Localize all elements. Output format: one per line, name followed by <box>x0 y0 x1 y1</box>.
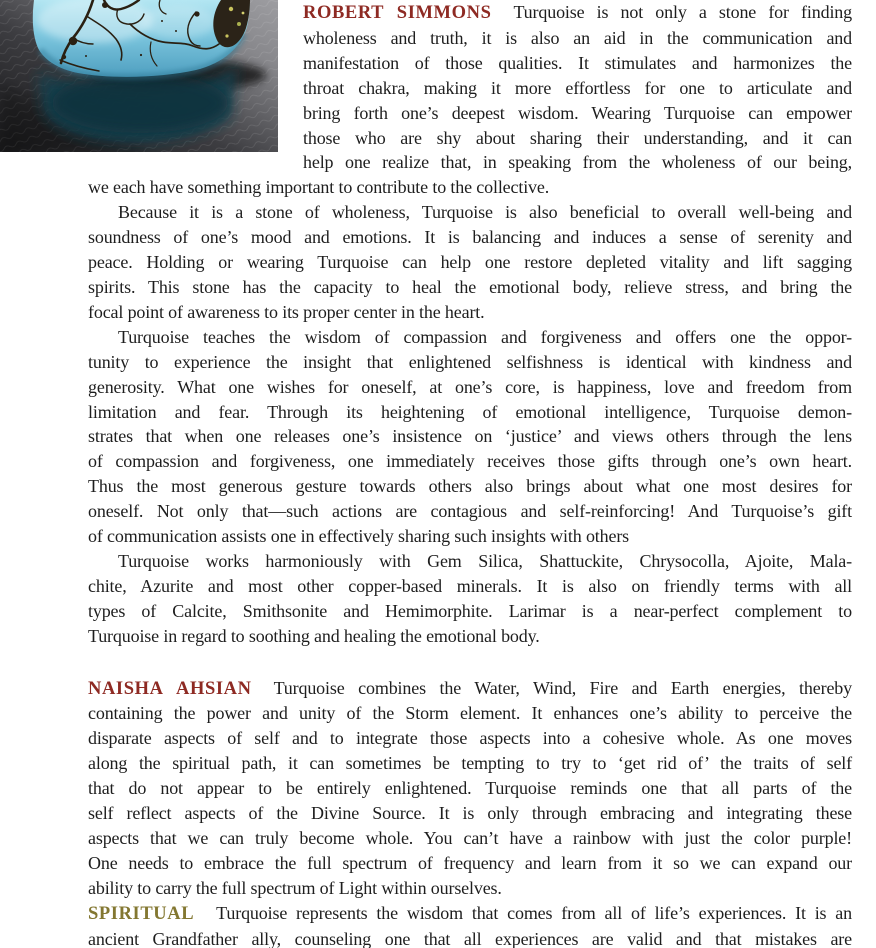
turquoise-stone <box>33 0 250 77</box>
text-line: Thus the most generous gesture towards others also brings about what one most desires for <box>88 476 852 497</box>
paragraph <box>88 200 852 325</box>
text-line: peace. Holding or wearing Turquoise can help one restore depleted vitality and lift sagging <box>88 252 852 273</box>
text-line-content: Turquoise is not only a stone for finding <box>513 2 852 22</box>
text-line: of communication assists one in effectively sharing such insights with others <box>88 526 630 547</box>
text-line-content: Turquoise represents the wisdom that comes from all of life’s experiences. It is an <box>216 902 852 923</box>
text-line: along the spiritual path, it can sometimes be tempting to try to ‘get rid of’ the traits of self <box>88 753 852 774</box>
paragraph <box>88 676 852 901</box>
text-line: Because it is a stone of wholeness, Turquoise is also beneficial to overall well-being and <box>118 202 852 223</box>
text-line: soundness of one’s mood and emotions. It is balancing and induces a sense of serenity and <box>88 227 852 248</box>
section-header: NAISHA AHSIAN <box>88 678 252 699</box>
text-line: Turquoise teaches the wisdom of compassion and forgiveness and offers one the oppor- <box>118 326 852 347</box>
paragraph <box>88 901 852 948</box>
text-line: wholeness and truth, it is also an aid in the communication and <box>303 27 852 48</box>
paragraph <box>88 549 852 649</box>
text-line: help one realize that, in speaking from the wholeness of our being, <box>303 152 852 173</box>
text-line: we each have something important to contribute to the collective. <box>88 177 550 198</box>
text-line: ancient Grandfather ally, counseling one that all experiences are valid and that mistakes are <box>88 928 852 948</box>
text-line: throat chakra, making it more effortless for one to articulate and <box>303 77 852 98</box>
text-line: generosity. What one wishes for oneself, at one’s core, is happiness, love and freedom from <box>88 376 852 397</box>
text-line: containing the power and unity of the Storm element. It enhances one’s ability to perceive the <box>88 703 852 724</box>
text-line: ability to carry the full spectrum of Light within ourselves. <box>88 877 502 898</box>
text-line: disparate aspects of self and to integrate those aspects into a cohesive whole. As one moves <box>88 728 852 749</box>
text-line: that do not appear to be entirely enlightened. Turquoise reminds one that all parts of the <box>88 778 852 799</box>
text-line: limitation and fear. Through its heightening of emotional intelligence, Turquoise demon- <box>88 401 852 422</box>
text-line: spirits. This stone has the capacity to heal the emotional body, relieve stress, and bring the <box>88 276 852 297</box>
text-line-content: Turquoise combines the Water, Wind, Fire and Earth energies, thereby <box>273 677 852 698</box>
text-line: those who are shy about sharing their understanding, and it can <box>303 127 852 148</box>
text-line <box>88 676 852 702</box>
turquoise-stone-photo <box>0 0 278 152</box>
text-line: of compassion and forgiveness, one immediately receives those gifts through one’s own heart. <box>88 451 852 472</box>
text-line <box>88 901 852 927</box>
section-header: SPIRITUAL <box>88 903 195 924</box>
text-line: Turquoise works harmoniously with Gem Silica, Shattuckite, Chrysocolla, Ajoite, Mala- <box>118 550 852 571</box>
text-line: bring forth one’s deepest wisdom. Wearing Turquoise can empower <box>303 102 852 123</box>
text-line: One needs to embrace the full spectrum of frequency and learn from it so we can expand our <box>88 852 852 873</box>
text-line: oneself. Not only that—such actions are contagious and self-reinforcing! And Turquoise’s gift <box>88 501 852 522</box>
turquoise-stone-image <box>0 0 278 152</box>
text-line: chite, Azurite and most other copper-based minerals. It is also on friendly terms with all <box>88 575 852 596</box>
text-line: types of Calcite, Smithsonite and Hemimorphite. Larimar is a near-perfect complement to <box>88 600 852 621</box>
text-line: aspects that we can truly become whole. You can’t have a rainbow with just the color purple! <box>88 828 852 848</box>
section-header: ROBERT SIMMONS <box>303 3 492 23</box>
text-line: Turquoise in regard to soothing and healing the emotional body. <box>88 625 540 646</box>
paragraph <box>88 325 852 549</box>
text-line: manifestation of those qualities. It stimulates and harmonizes the <box>303 52 852 73</box>
text-line: focal point of awareness to its proper center in the heart. <box>88 301 485 322</box>
text-line: strates that when one releases one’s insistence on ‘justice’ and views others through the lens <box>88 426 852 447</box>
text-line: tunity to experience the insight that enlightened selfishness is identical with kindness and <box>88 351 852 372</box>
text-line: self reflect aspects of the Divine Source. It is only through embracing and integrating these <box>88 803 852 824</box>
